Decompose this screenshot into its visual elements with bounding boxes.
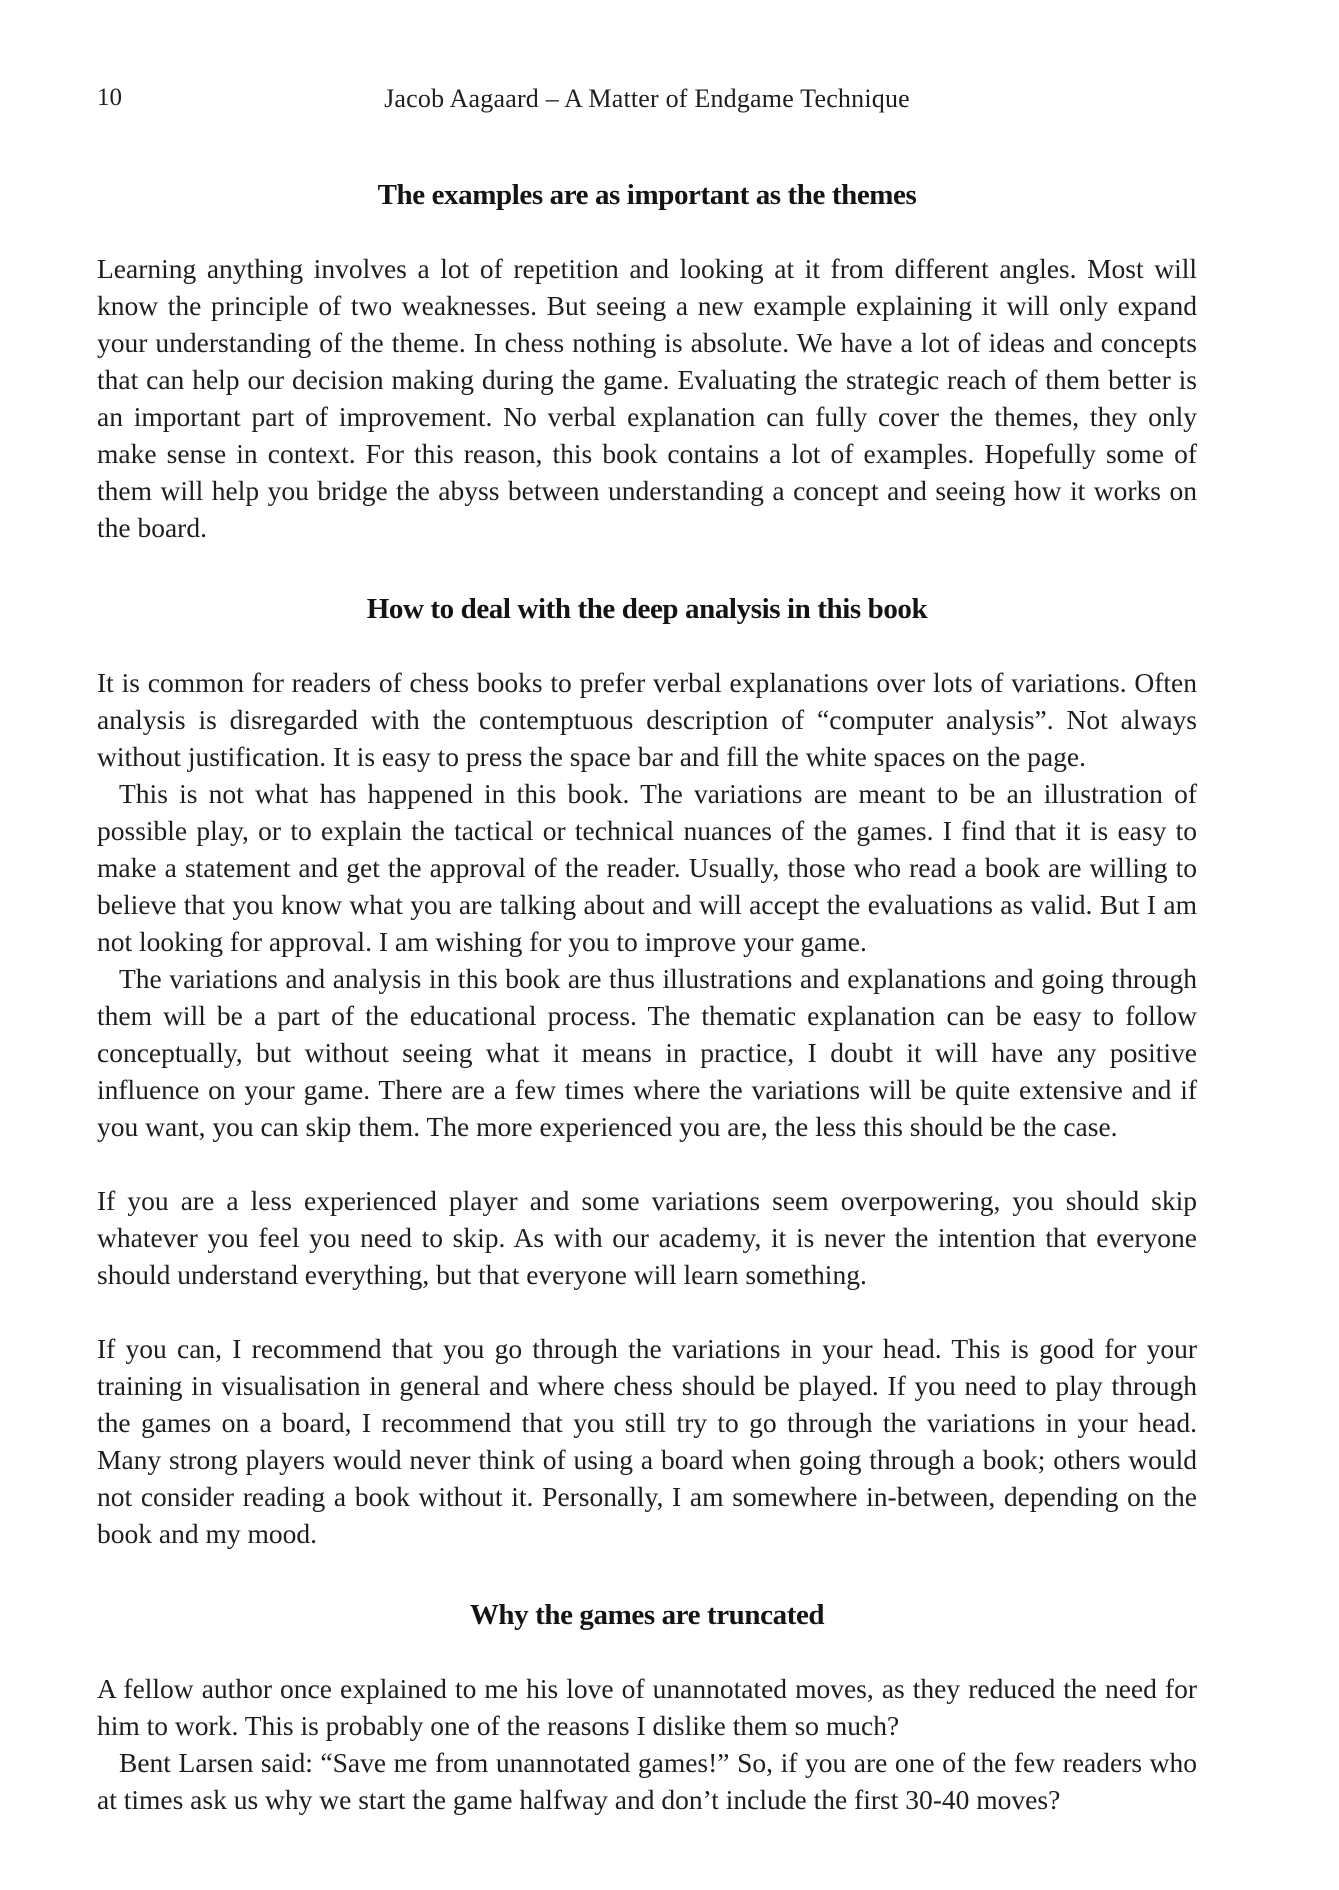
- running-header: [97, 84, 1197, 118]
- paragraph-analysis-4: If you are a less experienced player and some variations seem overpowering, you should skip whatever you feel you need to skip. As with our academy, it is never the intention that everyone should understand everything, but that everyone will learn something.: [97, 1185, 1197, 1290]
- paragraph-analysis-2: This is not what has happened in this book. The variations are meant to be an illustration of possible play, or to explain the tactical or technical nuances of the games. I find that it is easy to make a statement and get the approval of the reader. Usually, those who read a book are willing to believe that you know what you are talking about and will accept the evaluations as valid. But I am not looking for approval. I am wishing for you to improve your game.: [97, 778, 1197, 957]
- paragraph-analysis-1: It is common for readers of chess books to prefer verbal explanations over lots of variations. Often analysis is disregarded with the contemptuous description of “computer analysis”. Not always without justification. It is easy to press the space bar and fill the white spaces on the page.: [97, 667, 1197, 772]
- paragraph-analysis-3: The variations and analysis in this book are thus illustrations and explanations and going through them will be a part of the educational process. The thematic explanation can be easy to follow conceptually, but without seeing what it means in practice, I doubt it will have any positive influence on your game. There are a few times where the variations will be quite extensive and if you want, you can skip them. The more experienced you are, the less this should be the case.: [97, 963, 1197, 1142]
- paragraph-analysis-5: If you can, I recommend that you go through the variations in your head. This is good for your training in visualisation in general and where chess should be played. If you need to play through the games on a board, I recommend that you still try to go through the variations in your head. Many strong players would never think of using a board when going through a book; others would not consider reading a book without it. Personally, I am somewhere in-between, depending on the book and my mood.: [97, 1333, 1197, 1549]
- section-heading-truncated: Why the games are truncated: [469, 1599, 825, 1631]
- section-heading-deep-analysis: How to deal with the deep analysis in this book: [366, 593, 928, 625]
- page-number: 10: [97, 84, 122, 111]
- paragraph-truncated-2: Bent Larsen said: “Save me from unannotated games!” So, if you are one of the few readers who at times ask us why we start the game halfway and don’t include the first 30-40 moves?: [97, 1747, 1197, 1815]
- paragraph-truncated-1: A fellow author once explained to me his love of unannotated moves, as they reduced the need for him to work. This is probably one of the reasons I dislike them so much?: [97, 1673, 1197, 1741]
- section-heading-examples: The examples are as important as the themes: [377, 179, 917, 211]
- paragraph-examples-1: Learning anything involves a lot of repetition and looking at it from different angles. Most will know the principle of two weaknesses. But seeing a new example explaining it will only expand your understanding of the theme. In chess nothing is absolute. We have a lot of ideas and concepts that can help our decision making during the game. Evaluating the strategic reach of them better is an important part of improvement. No verbal explanation can fully cover the themes, they only make sense in context. For this reason, this book contains a lot of examples. Hopefully some of them will help you bridge the abyss between understanding a concept and seeing how it works on the board.: [97, 253, 1197, 543]
- running-title: Jacob Aagaard – A Matter of Endgame Technique: [384, 84, 910, 113]
